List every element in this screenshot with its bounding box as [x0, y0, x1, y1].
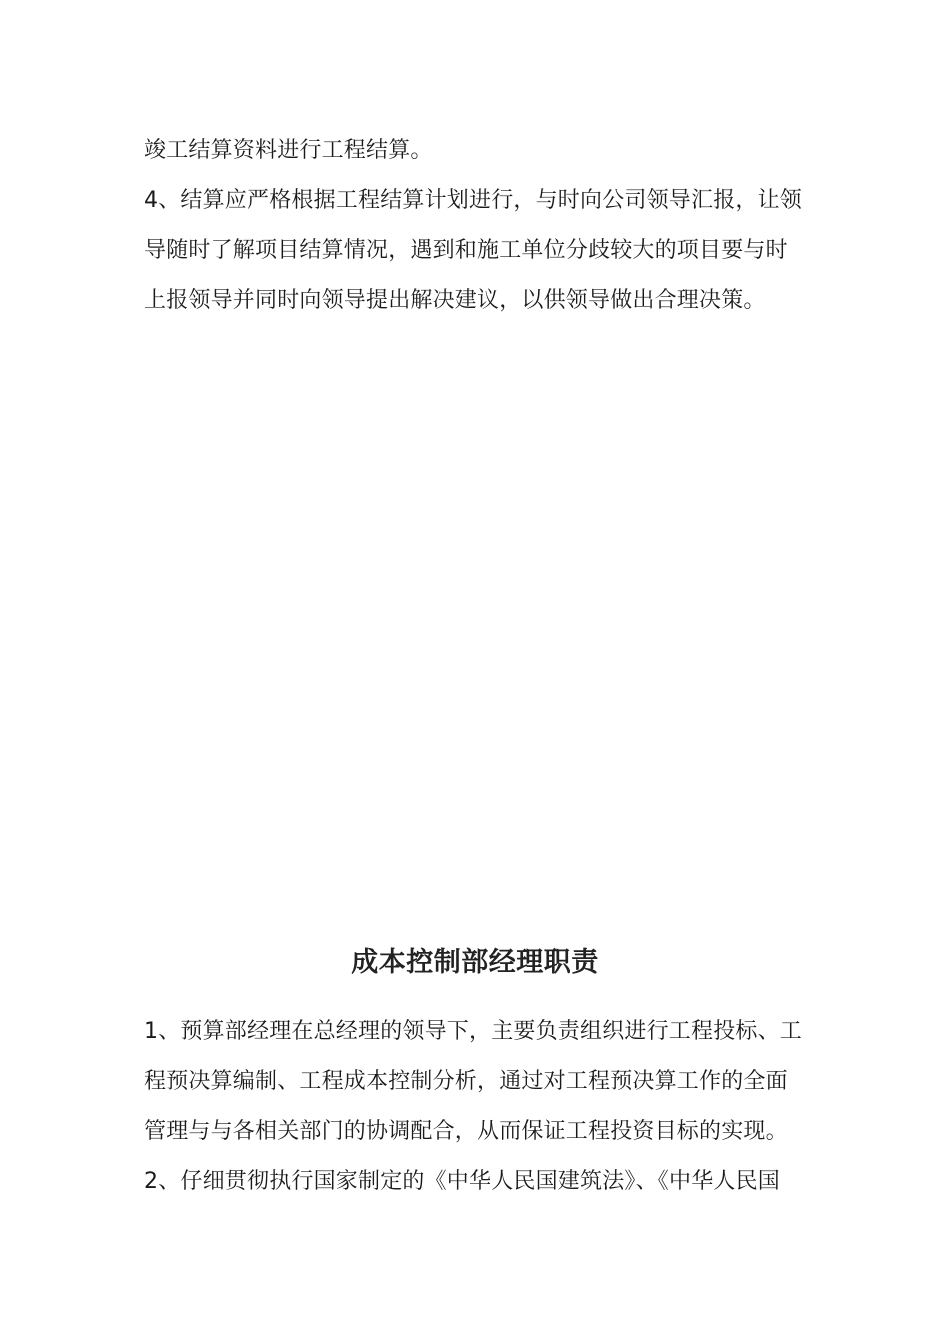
paragraph-line: 4、结算应严格根据工程结算计划进行，与时向公司领导汇报，让领 — [144, 188, 802, 213]
paragraph-line: 2、仔细贯彻执行国家制定的《中华人民国建筑法》、《中华人民国 — [144, 1169, 780, 1194]
section-title: 成本控制部经理职责 — [351, 947, 599, 978]
paragraph-line: 导随时了解项目结算情况，遇到和施工单位分歧较大的项目要与时 — [144, 238, 788, 263]
paragraph-line: 竣工结算资料进行工程结算。 — [144, 138, 433, 163]
paragraph-line: 程预决算编制、工程成本控制分析，通过对工程预决算工作的全面 — [144, 1069, 788, 1094]
paragraph-line: 1、预算部经理在总经理的领导下，主要负责组织进行工程投标、工 — [144, 1019, 802, 1044]
paragraph-line: 管理与与各相关部门的协调配合，从而保证工程投资目标的实现。 — [144, 1119, 788, 1144]
paragraph-line: 上报领导并同时向领导提出解决建议，以供领导做出合理决策。 — [144, 288, 766, 313]
